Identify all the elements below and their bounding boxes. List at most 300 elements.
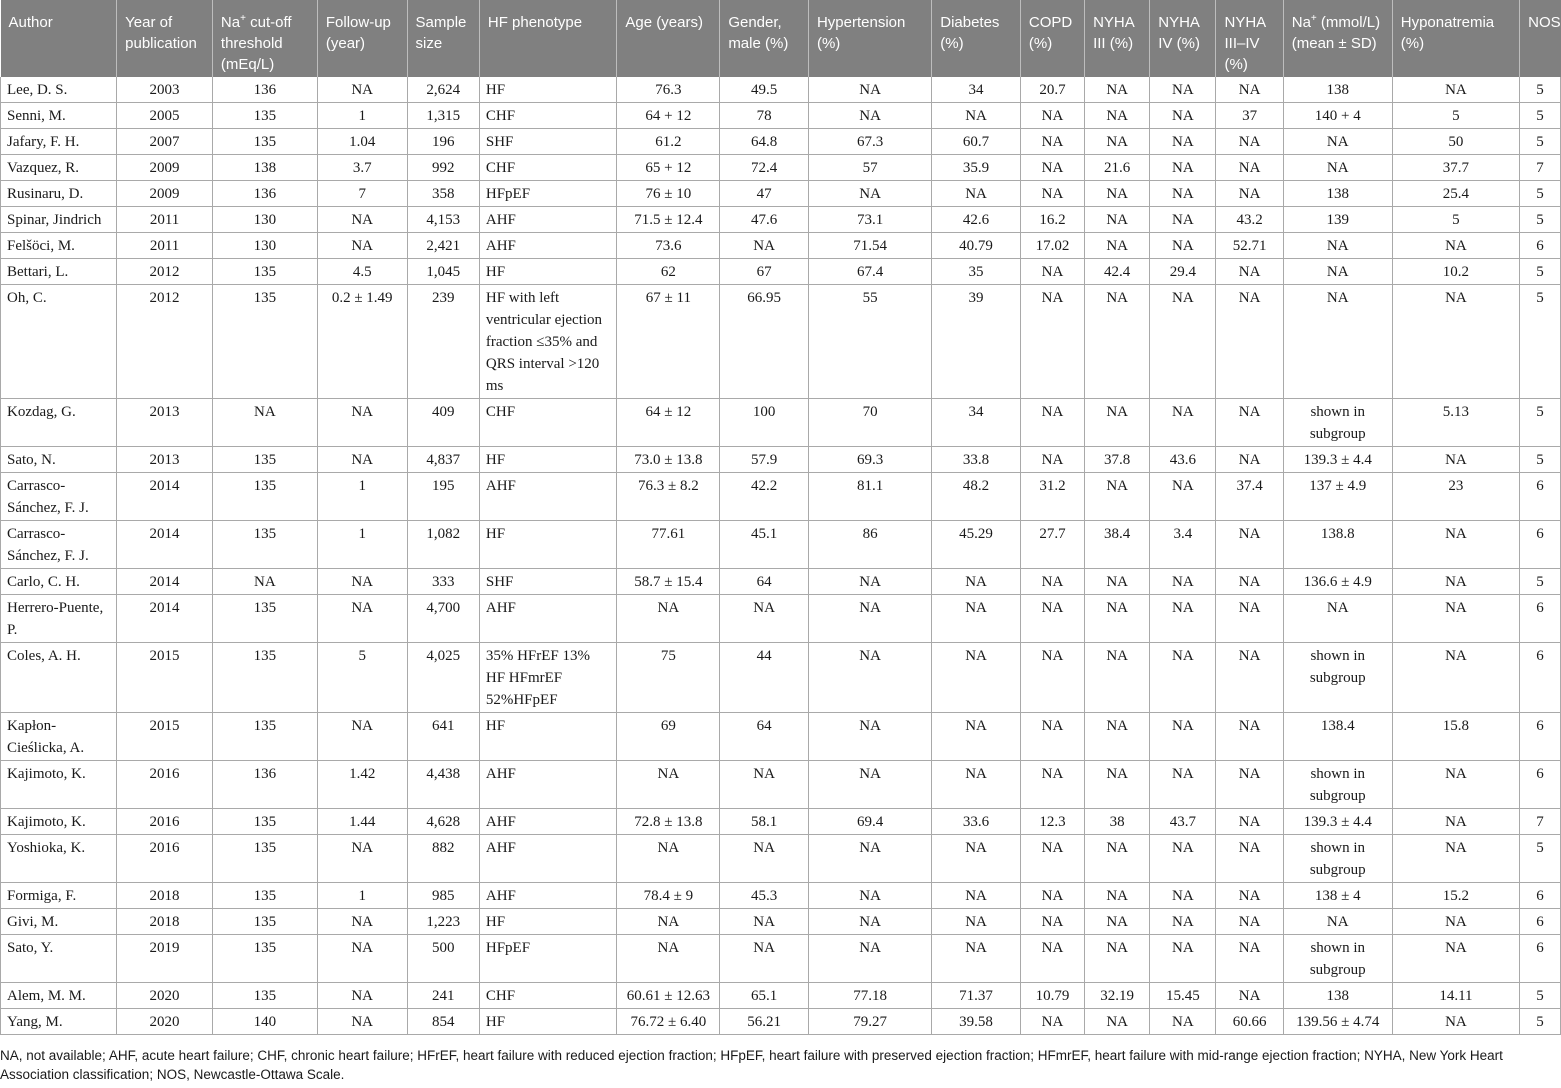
table-cell: NA (1283, 259, 1392, 285)
table-cell: 4.5 (317, 259, 407, 285)
table-cell: 138 (1283, 181, 1392, 207)
table-cell: NA (932, 643, 1021, 713)
table-cell: 39.58 (932, 1009, 1021, 1035)
table-cell: NA (317, 935, 407, 983)
table-cell: NA (1283, 233, 1392, 259)
table-cell: 32.19 (1085, 983, 1150, 1009)
table-cell: 5 (1520, 207, 1561, 233)
table-cell: 5 (1520, 77, 1561, 103)
table-cell: Kajimoto, K. (1, 809, 117, 835)
table-cell: AHF (479, 473, 617, 521)
table-cell: 64.8 (720, 129, 809, 155)
table-cell: NA (1216, 77, 1283, 103)
table-row (1, 77, 1561, 103)
table-cell: 2013 (117, 447, 213, 473)
table-cell: 5 (1520, 285, 1561, 399)
table-cell: HF (479, 77, 617, 103)
table-cell: 100 (720, 399, 809, 447)
table-cell: shown in subgroup (1283, 761, 1392, 809)
table-cell: 136 (212, 761, 317, 809)
table-cell: 139 (1283, 207, 1392, 233)
table-cell: HF (479, 713, 617, 761)
table-cell: NA (1020, 447, 1084, 473)
table-cell: NA (1085, 285, 1150, 399)
table-cell: shown in subgroup (1283, 935, 1392, 983)
table-cell: 135 (212, 521, 317, 569)
table-cell: 44 (720, 643, 809, 713)
table-cell: Givi, M. (1, 909, 117, 935)
table-cell: NA (1150, 399, 1216, 447)
table-cell: 45.29 (932, 521, 1021, 569)
table-cell: NA (1216, 155, 1283, 181)
table-cell: NA (808, 761, 931, 809)
table-cell: NA (1216, 399, 1283, 447)
table-row (1, 809, 1561, 835)
table-cell: 35% HFrEF 13% HF HFmrEF 52%HFpEF (479, 643, 617, 713)
table-cell: NA (1020, 399, 1084, 447)
table-cell: 2013 (117, 399, 213, 447)
table-cell: shown in subgroup (1283, 399, 1392, 447)
table-cell: NA (317, 233, 407, 259)
table-cell: 195 (407, 473, 479, 521)
table-row (1, 569, 1561, 595)
table-cell: NA (212, 569, 317, 595)
table-cell: 1 (317, 521, 407, 569)
table-cell: 135 (212, 447, 317, 473)
table-cell: 2007 (117, 129, 213, 155)
table-cell: NA (720, 835, 809, 883)
table-cell: 2016 (117, 835, 213, 883)
table-cell: 985 (407, 883, 479, 909)
table-cell: 73.0 ± 13.8 (617, 447, 720, 473)
table-cell: 136 (212, 77, 317, 103)
table-cell: 3.7 (317, 155, 407, 181)
table-cell: NA (1216, 643, 1283, 713)
table-cell: 2016 (117, 809, 213, 835)
table-cell: NA (1085, 935, 1150, 983)
table-cell: NA (1392, 447, 1519, 473)
table-cell: Bettari, L. (1, 259, 117, 285)
table-cell: 33.8 (932, 447, 1021, 473)
table-cell: 1,045 (407, 259, 479, 285)
table-cell: 34 (932, 399, 1021, 447)
table-cell: NA (1150, 713, 1216, 761)
table-cell: CHF (479, 399, 617, 447)
table-cell: 57 (808, 155, 931, 181)
table-cell: NA (1150, 595, 1216, 643)
table-cell: 57.9 (720, 447, 809, 473)
table-cell: Felšöci, M. (1, 233, 117, 259)
table-cell: NA (1216, 909, 1283, 935)
table-cell: NA (1216, 259, 1283, 285)
table-cell: 135 (212, 909, 317, 935)
table-cell: 5 (1520, 1009, 1561, 1035)
table-cell: 6 (1520, 713, 1561, 761)
table-cell: NA (808, 643, 931, 713)
table-row (1, 155, 1561, 181)
column-header: Na+ (mmol/L) (mean ± SD) (1283, 0, 1392, 77)
table-body (1, 77, 1561, 1035)
table-cell: NA (1392, 935, 1519, 983)
table-cell: 67 (720, 259, 809, 285)
table-cell: 65.1 (720, 983, 809, 1009)
table-cell: 34 (932, 77, 1021, 103)
table-cell: NA (317, 835, 407, 883)
table-cell: 241 (407, 983, 479, 1009)
table-footnote: NA, not available; AHF, acute heart failure; CHF, chronic heart failure; HFrEF, heart failure with reduced ejection fraction; HFpEF, heart failure with preserved ejection fraction; HFmrEF, heart failure with mid-range ejection fraction; NYHA, New York Heart Association classification; NOS, Newcastle-Ottawa Scale. (0, 1048, 1503, 1082)
table-cell: NA (720, 233, 809, 259)
table-cell: NA (1020, 643, 1084, 713)
table-cell: NA (1216, 181, 1283, 207)
table-cell: NA (932, 103, 1021, 129)
table-cell: NA (1216, 835, 1283, 883)
table-cell: CHF (479, 155, 617, 181)
table-cell: 2009 (117, 155, 213, 181)
table-cell: NA (1283, 129, 1392, 155)
table-row (1, 983, 1561, 1009)
table-cell: 130 (212, 207, 317, 233)
table-cell: NA (808, 713, 931, 761)
table-cell: Jafary, F. H. (1, 129, 117, 155)
table-cell: NA (617, 835, 720, 883)
table-cell: Alem, M. M. (1, 983, 117, 1009)
table-cell: NA (1150, 1009, 1216, 1035)
table-cell: NA (1020, 835, 1084, 883)
table-cell: 2020 (117, 983, 213, 1009)
table-cell: 64 (720, 713, 809, 761)
table-cell: 38 (1085, 809, 1150, 835)
table-row (1, 713, 1561, 761)
table-cell: 35.9 (932, 155, 1021, 181)
table-cell: Rusinaru, D. (1, 181, 117, 207)
table-cell: 6 (1520, 473, 1561, 521)
table-cell: 135 (212, 883, 317, 909)
table-cell: 4,837 (407, 447, 479, 473)
table-cell: 135 (212, 935, 317, 983)
table-cell: 854 (407, 1009, 479, 1035)
column-header: Year of publication (117, 0, 213, 77)
table-cell: HF (479, 259, 617, 285)
table-cell: 27.7 (1020, 521, 1084, 569)
table-cell: NA (1150, 285, 1216, 399)
column-header: Sample size (407, 0, 479, 77)
table-cell: 76.3 (617, 77, 720, 103)
table-cell: 42.4 (1085, 259, 1150, 285)
table-cell: NA (1150, 155, 1216, 181)
table-cell: 78.4 ± 9 (617, 883, 720, 909)
table-cell: 37 (1216, 103, 1283, 129)
table-cell: Oh, C. (1, 285, 117, 399)
table-cell: 60.7 (932, 129, 1021, 155)
table-cell: 5.13 (1392, 399, 1519, 447)
table-cell: 37.8 (1085, 447, 1150, 473)
table-cell: NA (1392, 1009, 1519, 1035)
column-header: NYHA III–IV (%) (1216, 0, 1283, 77)
table-cell: NA (1392, 835, 1519, 883)
table-cell: 138.8 (1283, 521, 1392, 569)
table-cell: 64 + 12 (617, 103, 720, 129)
table-cell: NA (317, 77, 407, 103)
table-cell: 135 (212, 983, 317, 1009)
table-row (1, 935, 1561, 983)
table-cell: 138 (1283, 77, 1392, 103)
table-cell: Lee, D. S. (1, 77, 117, 103)
table-cell: SHF (479, 569, 617, 595)
table-cell: 76 ± 10 (617, 181, 720, 207)
table-cell: 6 (1520, 521, 1561, 569)
table-cell: Carrasco-Sánchez, F. J. (1, 473, 117, 521)
table-cell: 52.71 (1216, 233, 1283, 259)
table-cell: 12.3 (1020, 809, 1084, 835)
table-cell: 137 ± 4.9 (1283, 473, 1392, 521)
table-cell: 60.66 (1216, 1009, 1283, 1035)
table-cell: NA (617, 935, 720, 983)
table-cell: HF (479, 1009, 617, 1035)
table-row (1, 1009, 1561, 1035)
table-cell: 6 (1520, 233, 1561, 259)
table-cell: NA (1085, 1009, 1150, 1035)
table-cell: 64 (720, 569, 809, 595)
table-cell: NA (1020, 155, 1084, 181)
table-row (1, 883, 1561, 909)
table-cell: 77.61 (617, 521, 720, 569)
table-cell: 86 (808, 521, 931, 569)
table-cell: NA (808, 181, 931, 207)
table-cell: 71.5 ± 12.4 (617, 207, 720, 233)
table-cell: 47 (720, 181, 809, 207)
table-cell: NA (1150, 761, 1216, 809)
table-cell: NA (1392, 233, 1519, 259)
table-row (1, 909, 1561, 935)
table-cell: 37.4 (1216, 473, 1283, 521)
table-cell: NA (932, 595, 1021, 643)
table-cell: NA (1150, 883, 1216, 909)
table-cell: NA (1085, 181, 1150, 207)
table-cell: NA (808, 909, 931, 935)
table-cell: NA (1150, 77, 1216, 103)
table-cell: 69.3 (808, 447, 931, 473)
table-row (1, 399, 1561, 447)
table-cell: 992 (407, 155, 479, 181)
table-cell: NA (1150, 569, 1216, 595)
column-header: NOS (1520, 0, 1561, 77)
table-cell: 500 (407, 935, 479, 983)
column-header: Gender, male (%) (720, 0, 809, 77)
table-cell: NA (1085, 883, 1150, 909)
table-cell: 58.1 (720, 809, 809, 835)
table-cell: NA (1150, 473, 1216, 521)
table-cell: 2018 (117, 909, 213, 935)
table-cell: 1.44 (317, 809, 407, 835)
table-cell: 239 (407, 285, 479, 399)
table-cell: NA (1020, 1009, 1084, 1035)
table-cell: 81.1 (808, 473, 931, 521)
table-cell: NA (1020, 883, 1084, 909)
table-cell: 42.2 (720, 473, 809, 521)
table-cell: 21.6 (1085, 155, 1150, 181)
table-cell: 2005 (117, 103, 213, 129)
column-header: Diabetes (%) (932, 0, 1021, 77)
column-header: Na+ cut-off threshold (mEq/L) (212, 0, 317, 77)
table-cell: NA (1216, 285, 1283, 399)
table-cell: AHF (479, 809, 617, 835)
table-cell: 5 (1520, 569, 1561, 595)
table-cell: NA (1392, 569, 1519, 595)
table-cell: 6 (1520, 909, 1561, 935)
table-cell: Kozdag, G. (1, 399, 117, 447)
table-cell: NA (1150, 207, 1216, 233)
table-cell: NA (808, 883, 931, 909)
table-cell: NA (1150, 909, 1216, 935)
table-row (1, 643, 1561, 713)
table-row (1, 181, 1561, 207)
table-cell: 71.37 (932, 983, 1021, 1009)
table-cell: 43.2 (1216, 207, 1283, 233)
table-row (1, 447, 1561, 473)
table-cell: NA (1216, 129, 1283, 155)
table-cell: NA (1283, 285, 1392, 399)
table-cell: NA (1085, 761, 1150, 809)
table-cell: NA (1150, 233, 1216, 259)
table-cell: NA (932, 835, 1021, 883)
table-cell: 15.2 (1392, 883, 1519, 909)
table-cell: NA (720, 761, 809, 809)
table-cell: NA (932, 713, 1021, 761)
table-cell: NA (317, 1009, 407, 1035)
table-row (1, 521, 1561, 569)
table-row (1, 285, 1561, 399)
table-cell: 135 (212, 809, 317, 835)
table-cell: NA (1283, 595, 1392, 643)
table-cell: 67.4 (808, 259, 931, 285)
table-cell: 2011 (117, 207, 213, 233)
table-cell: 67 ± 11 (617, 285, 720, 399)
table-cell: 135 (212, 473, 317, 521)
table-cell: 4,438 (407, 761, 479, 809)
column-header: HF phenotype (479, 0, 617, 77)
table-cell: NA (1085, 207, 1150, 233)
table-cell: 64 ± 12 (617, 399, 720, 447)
table-cell: 1,082 (407, 521, 479, 569)
table-cell: 5 (1392, 207, 1519, 233)
column-header: Follow-up (year) (317, 0, 407, 77)
table-cell: SHF (479, 129, 617, 155)
table-cell: 31.2 (1020, 473, 1084, 521)
table-cell: NA (617, 909, 720, 935)
table-cell: 7 (1520, 155, 1561, 181)
table-cell: AHF (479, 761, 617, 809)
table-cell: NA (1216, 809, 1283, 835)
table-cell: NA (617, 761, 720, 809)
table-cell: 4,628 (407, 809, 479, 835)
table-cell: 6 (1520, 883, 1561, 909)
table-cell: NA (1085, 399, 1150, 447)
table-cell: NA (1392, 643, 1519, 713)
table-row (1, 595, 1561, 643)
table-cell: NA (1020, 569, 1084, 595)
table-cell: NA (932, 935, 1021, 983)
table-cell: 139.3 ± 4.4 (1283, 447, 1392, 473)
table-cell: 135 (212, 129, 317, 155)
table-cell: 2015 (117, 643, 213, 713)
table-cell: CHF (479, 983, 617, 1009)
table-cell: Sato, N. (1, 447, 117, 473)
table-cell: NA (1020, 103, 1084, 129)
table-cell: NA (317, 983, 407, 1009)
table-cell: 135 (212, 103, 317, 129)
table-cell: 10.79 (1020, 983, 1084, 1009)
column-header: COPD (%) (1020, 0, 1084, 77)
table-cell: 25.4 (1392, 181, 1519, 207)
table-cell: 58.7 ± 15.4 (617, 569, 720, 595)
table-cell: 5 (1520, 447, 1561, 473)
table-cell: 73.6 (617, 233, 720, 259)
table-cell: NA (1020, 129, 1084, 155)
table-cell: 1.04 (317, 129, 407, 155)
table-cell: Vazquez, R. (1, 155, 117, 181)
table-cell: 641 (407, 713, 479, 761)
table-cell: 5 (317, 643, 407, 713)
table-cell: 10.2 (1392, 259, 1519, 285)
table-row (1, 761, 1561, 809)
table-cell: NA (1150, 643, 1216, 713)
table-cell: NA (808, 935, 931, 983)
table-cell: AHF (479, 233, 617, 259)
table-cell: NA (1216, 883, 1283, 909)
table-cell: 138 ± 4 (1283, 883, 1392, 909)
table-cell: 2009 (117, 181, 213, 207)
table-cell: shown in subgroup (1283, 835, 1392, 883)
table-cell: 43.7 (1150, 809, 1216, 835)
table-cell: NA (317, 447, 407, 473)
table-cell: NA (1085, 569, 1150, 595)
table-cell: 6 (1520, 761, 1561, 809)
table-cell: 1 (317, 103, 407, 129)
table-cell: 2,624 (407, 77, 479, 103)
table-cell: 2016 (117, 761, 213, 809)
table-cell: 5 (1520, 835, 1561, 883)
table-cell: NA (1085, 643, 1150, 713)
table-cell: 39 (932, 285, 1021, 399)
table-cell: NA (1150, 181, 1216, 207)
table-cell: NA (1150, 935, 1216, 983)
table-cell: 73.1 (808, 207, 931, 233)
table-cell: 882 (407, 835, 479, 883)
table-cell: NA (1283, 909, 1392, 935)
table-cell: 76.3 ± 8.2 (617, 473, 720, 521)
table-row (1, 103, 1561, 129)
table-cell: NA (1085, 713, 1150, 761)
table-cell: 61.2 (617, 129, 720, 155)
table-cell: Kajimoto, K. (1, 761, 117, 809)
table-cell: 48.2 (932, 473, 1021, 521)
table-cell: NA (1392, 909, 1519, 935)
table-cell: 23 (1392, 473, 1519, 521)
table-cell: Yang, M. (1, 1009, 117, 1035)
table-cell: 5 (1520, 129, 1561, 155)
table-cell: NA (1216, 713, 1283, 761)
table-cell: NA (1085, 473, 1150, 521)
table-cell: 138 (212, 155, 317, 181)
table-cell: 139.56 ± 4.74 (1283, 1009, 1392, 1035)
table-cell: 75 (617, 643, 720, 713)
table-cell: 2014 (117, 595, 213, 643)
table-cell: 17.02 (1020, 233, 1084, 259)
column-header: Hyponatremia (%) (1392, 0, 1519, 77)
table-cell: 38.4 (1085, 521, 1150, 569)
table-row (1, 835, 1561, 883)
table-cell: NA (1085, 835, 1150, 883)
